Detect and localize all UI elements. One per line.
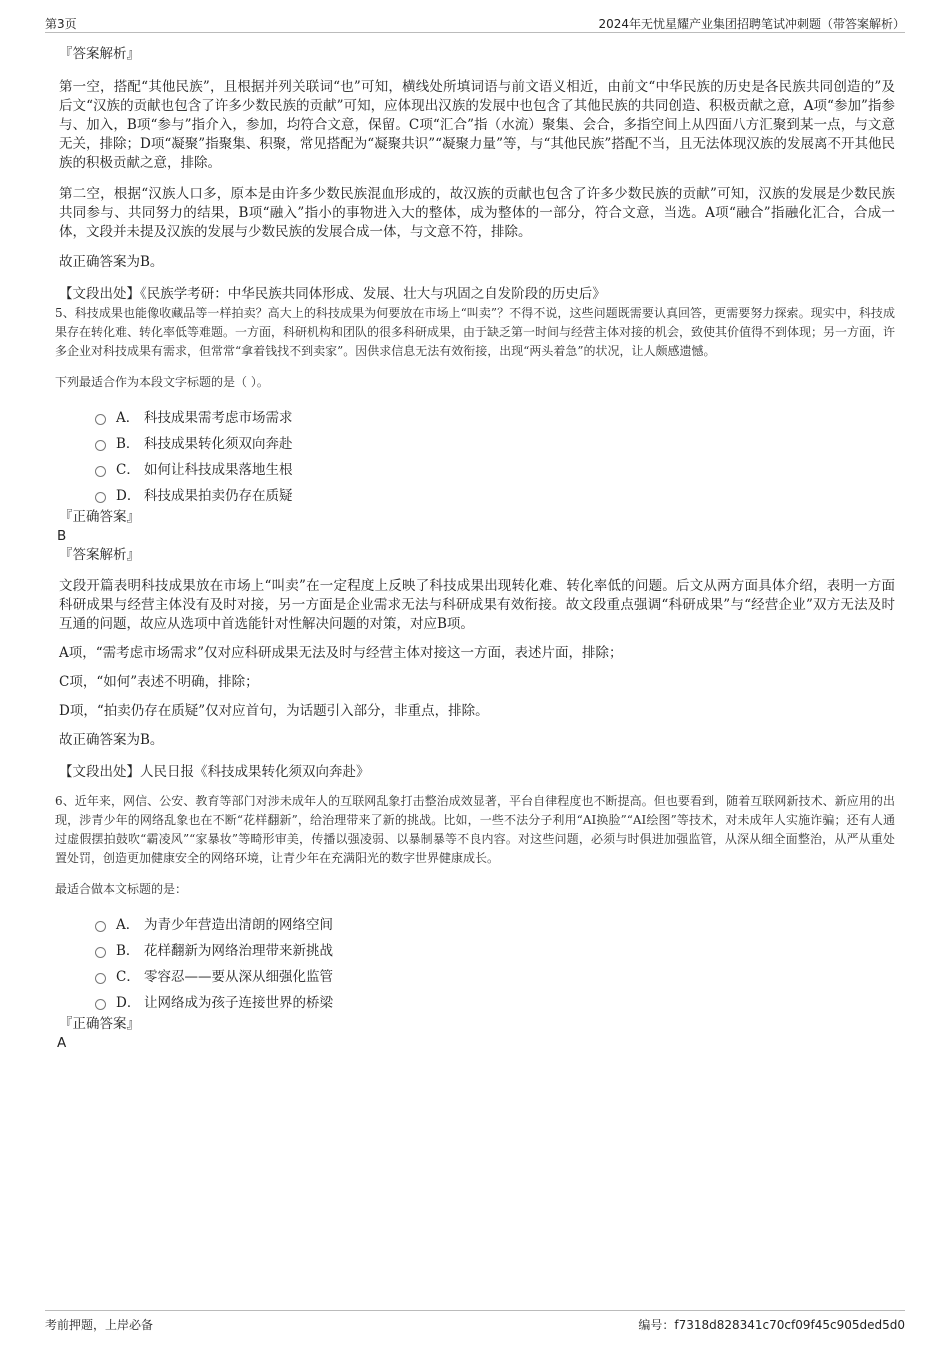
analysis-paragraph: A项，“需考虑市场需求”仅对应科研成果无法及时与经营主体对接这一方面，表述片面，排除； (59, 645, 623, 661)
analysis-paragraph: 文段开篇表明科技成果放在市场上“叫卖”在一定程度上反映了科技成果出现转化难、转化率低的问题。后文从两方面具体介绍，表明一方面科研成果与经营主体没有及时对接，另一方面是企业需求无法与科研成果有效衔接。故文段重点强调“科研成果”与“经营企业”双方无法及时互通的问题，故应从选项中首选能针对性解决问题的对策，对应B项。 (59, 578, 895, 632)
analysis-label: 『答案解析』 (59, 547, 140, 563)
page-header (45, 12, 905, 33)
radio-icon[interactable] (95, 947, 106, 958)
question-stem: 6、近年来，网信、公安、教育等部门对涉未成年人的互联网乱象打击整治成效显著，平台自律程度也不断提高。但也要看到，随着互联网新技术、新应用的出现，涉青少年的网络乱象也在不断“花样翻新”，给治理带来了新的挑战。比如，一些不法分子利用“AI换脸”“AI绘图”等技术，对未成年人实施诈骗；还有人通过虚假摆拍鼓吹“霸凌风”“家暴妆”等畸形审美，传播以强凌弱、以暴制暴等不良内容。对这些问题，必须与时俱进加强监管，从深从细全面整治，从严从重处置处罚，创造更加健康安全的网络环境，让青少年在充满阳光的数字世界健康成长。 (55, 794, 895, 865)
page-footer (45, 1310, 905, 1335)
radio-icon[interactable] (95, 466, 106, 477)
conclusion: 故正确答案为B。 (59, 732, 164, 748)
analysis-label: 『答案解析』 (59, 46, 140, 62)
radio-icon[interactable] (95, 440, 106, 451)
radio-icon[interactable] (95, 414, 106, 425)
radio-icon[interactable] (95, 973, 106, 984)
footer-slogan: 考前押题，上岸必备 (45, 1318, 154, 1332)
question-prompt: 下列最适合作为本段文字标题的是（ ）。 (55, 375, 269, 389)
options-list (95, 403, 895, 507)
document-title: 2024年无忧星耀产业集团招聘笔试冲刺题（带答案解析） (598, 17, 905, 31)
radio-icon[interactable] (95, 999, 106, 1010)
page-content (55, 44, 895, 1052)
option-d[interactable]: D． 让网络成为孩子连接世界的桥梁 (95, 988, 895, 1014)
correct-answer-label: 『正确答案』 (59, 1016, 140, 1032)
correct-answer-label: 『正确答案』 (59, 509, 140, 525)
page-number: 第3页 (45, 17, 77, 31)
option-b[interactable]: B． 花样翻新为网络治理带来新挑战 (95, 936, 895, 962)
option-a[interactable]: A． 科技成果需考虑市场需求 (95, 403, 895, 429)
question-stem: 5、科技成果也能像收藏品等一样拍卖？高大上的科技成果为何要放在市场上“叫卖”？不得不说，这些问题既需要认真回答，更需要努力探索。现实中，科技成果存在转化难、转化率低等难题。一方面，科研机构和团队的很多科研成果，由于缺乏第一时间与经营主体对接的机会，致使其价值得不到体现；另一方面，许多企业对科技成果有需求，但常常“拿着钱找不到卖家”。因供求信息无法有效衔接，出现“两头着急”的状况，让人颇感遗憾。 (55, 306, 896, 358)
analysis-paragraph: C项，“如何”表述不明确，排除； (59, 674, 259, 690)
option-b[interactable]: B． 科技成果转化须双向奔赴 (95, 429, 895, 455)
options-list (95, 910, 895, 1014)
question-prompt: 最适合做本文标题的是： (55, 882, 188, 896)
document-id: 编号：f7318d828341c70cf09f45c905ded5d0 (638, 1318, 905, 1332)
option-a[interactable]: A． 为青少年营造出清朗的网络空间 (95, 910, 895, 936)
option-c[interactable]: C． 零容忍——要从深从细强化监管 (95, 962, 895, 988)
option-d[interactable]: D． 科技成果拍卖仍存在质疑 (95, 481, 895, 507)
correct-answer: B (57, 528, 67, 544)
source-citation: 【文段出处】《民族学考研：中华民族共同体形成、发展、壮大与巩固之自发阶段的历史后》 (59, 286, 606, 302)
analysis-paragraph: 第二空，根据“汉族人口多，原本是由许多少数民族混血形成的，故汉族的贡献也包含了许多少数民族的贡献”可知，汉族的发展是少数民族共同参与、共同努力的结果，B项“融入”指小的事物进入大的整体，成为整体的一部分，符合文意，当选。A项“融合”指融化汇合，合成一体，文段并未提及汉族的发展与少数民族的发展合成一体，与文意不符，排除。 (59, 186, 895, 240)
radio-icon[interactable] (95, 492, 106, 503)
option-c[interactable]: C． 如何让科技成果落地生根 (95, 455, 895, 481)
correct-answer: A (57, 1035, 67, 1051)
analysis-paragraph: D项，“拍卖仍存在质疑”仅对应首句，为话题引入部分，非重点，排除。 (59, 703, 489, 719)
radio-icon[interactable] (95, 921, 106, 932)
conclusion: 故正确答案为B。 (59, 254, 164, 270)
analysis-paragraph: 第一空，搭配“其他民族”，且根据并列关联词“也”可知，横线处所填词语与前文语义相近，由前文“中华民族的历史是各民族共同创造的”及后文“汉族的贡献也包含了许多少数民族的贡献”可知，应体现出汉族的发展中也包含了其他民族的共同创造、积极贡献之意，A项“参加”指参与、加入，B项“参与”指介入，参加，均符合文意，保留。C项“汇合”指（水流）聚集、会合，多指空间上从四面八方汇聚到某一点，与文意无关，排除；D项“凝聚”指聚集、积聚，常见搭配为“凝聚共识”“凝聚力量”等，与“其他民族”搭配不当，且无法体现汉族的发展离不开其他民族的积极贡献之意，排除。 (59, 79, 895, 171)
source-citation: 【文段出处】人民日报《科技成果转化须双向奔赴》 (59, 764, 370, 780)
